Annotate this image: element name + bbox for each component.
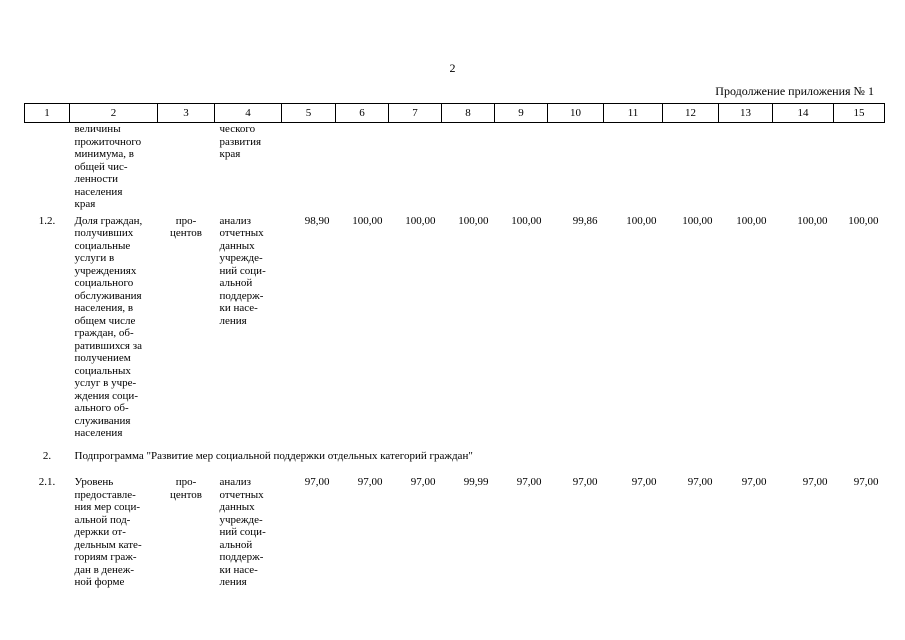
value-cell: 97,00 (516, 476, 542, 488)
column-header: 3 (158, 104, 215, 123)
row-number: 1.2. (38, 214, 56, 227)
subprogram-title: Подпрограмма "Развитие мер социальной поддержки отдельных категорий граждан" (74, 449, 473, 462)
column-header: 6 (336, 104, 389, 123)
value-cell: 100,00 (682, 214, 713, 227)
column-header: 5 (282, 104, 336, 123)
column-header: 9 (495, 104, 548, 123)
value-cell: 98,90 (304, 214, 330, 227)
header-row (25, 104, 885, 123)
table-row-continued (25, 123, 885, 211)
value-cell: 100,00 (848, 214, 879, 227)
value-cell: 99,99 (463, 476, 489, 488)
column-header: 12 (663, 104, 719, 123)
data-source: ческого развития края (219, 123, 262, 160)
column-header: 4 (215, 104, 282, 123)
indicators-table (24, 103, 885, 593)
value-cell: 97,00 (572, 476, 598, 488)
column-header: 11 (604, 104, 663, 123)
column-header: 1 (25, 104, 70, 123)
continuation-label: Продолжение приложения № 1 (715, 84, 874, 98)
column-header: 2 (70, 104, 158, 123)
value-cell: 99,86 (572, 214, 598, 227)
value-cell: 97,00 (802, 476, 828, 488)
page-number: 2 (449, 61, 456, 75)
column-header: 7 (389, 104, 442, 123)
unit: про- центов (169, 476, 202, 501)
value-cell: 97,00 (410, 476, 436, 488)
value-cell: 100,00 (626, 214, 657, 227)
subprogram-number: 2. (42, 449, 52, 462)
value-cell: 97,00 (741, 476, 767, 488)
subprogram-row (25, 444, 885, 473)
value-cell: 100,00 (797, 214, 828, 227)
data-source: анализ отчетных данных учрежде- ний соци- альной поддерж- ки насе- ления (219, 476, 266, 588)
column-header: 8 (442, 104, 495, 123)
value-cell: 100,00 (458, 214, 489, 227)
indicator-name: Уровень предоставле- ния мер соци- альной под- держки от- дельным кате- гориям граж- дан в денеж- ной форме (74, 476, 142, 588)
column-header: 13 (719, 104, 773, 123)
indicator-name: Доля граждан, получивших социальные услуги в учреждениях социального обслуживания населения, в общем числе граждан, об- ратившихся за получением социальных услуг в учре- ждения соци- ального об- служивания населения (74, 214, 143, 439)
value-cell: 97,00 (357, 476, 383, 488)
table-row-2-1 (25, 472, 885, 593)
value-cell: 100,00 (511, 214, 542, 227)
data-source: анализ отчетных данных учрежде- ний соци- альной поддерж- ки насе- ления (219, 214, 266, 327)
value-cell: 100,00 (405, 214, 436, 227)
value-cell: 100,00 (352, 214, 383, 227)
value-cell: 97,00 (631, 476, 657, 488)
value-cell: 100,00 (736, 214, 767, 227)
value-cell: 97,00 (304, 476, 330, 488)
row-number: 2.1. (38, 476, 56, 488)
unit: про- центов (169, 214, 202, 239)
value-cell: 97,00 (853, 476, 879, 488)
column-header: 14 (773, 104, 834, 123)
table-row-1-2 (25, 211, 885, 444)
column-header: 15 (834, 104, 885, 123)
column-header: 10 (548, 104, 604, 123)
value-cell: 97,00 (687, 476, 713, 488)
indicator-name: величины прожиточного минимума, в общей чис- ленности населения края (74, 123, 142, 210)
